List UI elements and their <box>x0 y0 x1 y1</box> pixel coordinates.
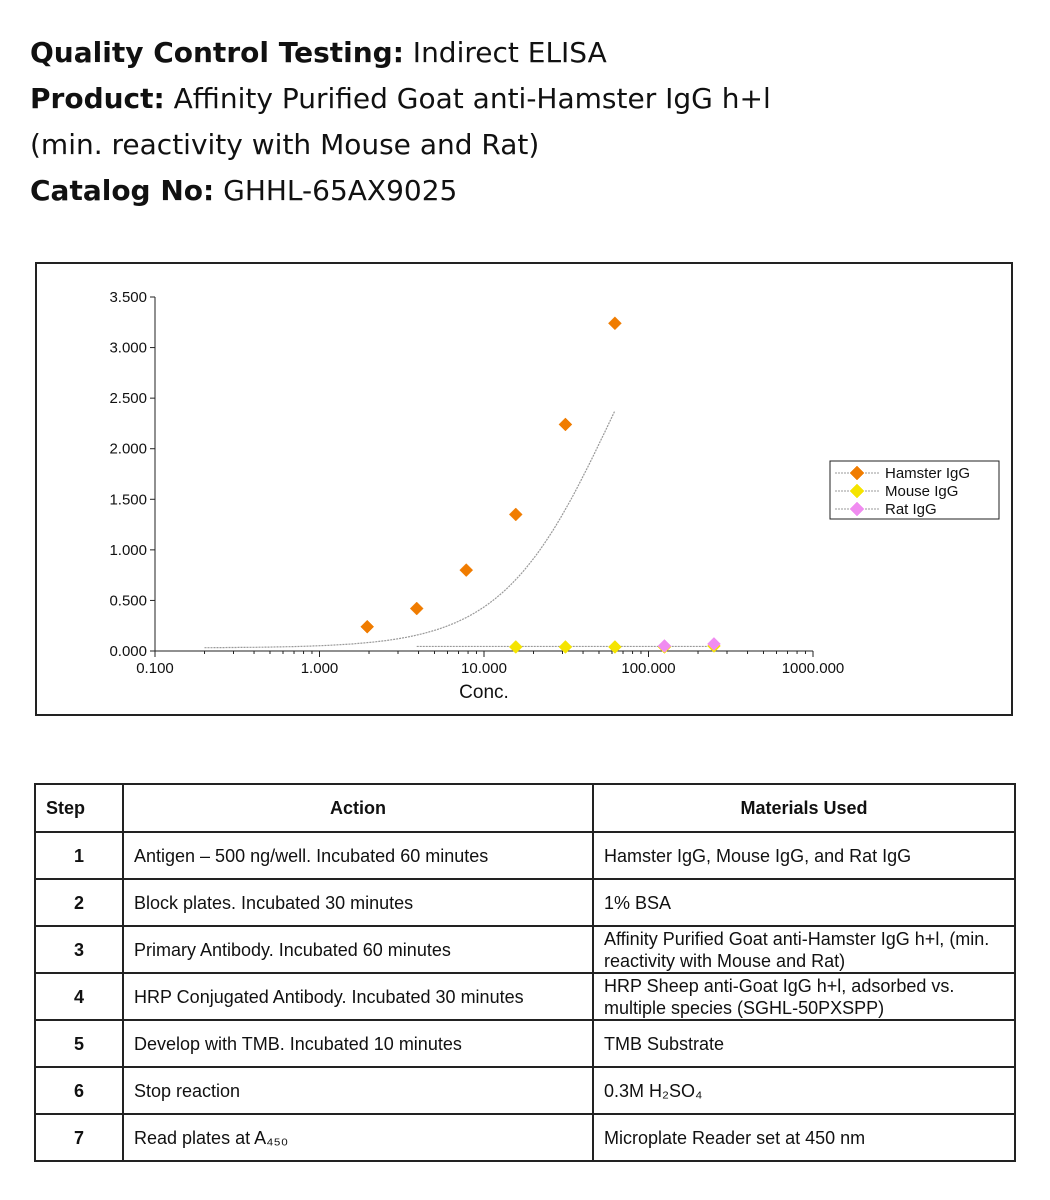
y-tick-label: 1.500 <box>109 491 147 509</box>
materials-cell: HRP Sheep anti-Goat IgG h+l, adsorbed vs. multiple species (SGHL-50PXSPP) <box>593 973 1015 1020</box>
x-tick-label: 1000.000 <box>781 660 845 677</box>
step-cell: 2 <box>35 879 123 926</box>
x-tick-label: 1.000 <box>300 660 339 677</box>
legend-label: Hamster IgG <box>885 465 971 482</box>
step-cell: 3 <box>35 926 123 973</box>
step-cell: 4 <box>35 973 123 1020</box>
hamster-igg-point <box>361 620 374 633</box>
materials-cell: TMB Substrate <box>593 1020 1015 1067</box>
table-row <box>35 879 1015 926</box>
catalog-line <box>30 168 771 214</box>
qc-testing-line <box>30 30 771 76</box>
materials-cell: Microplate Reader set at 450 nm <box>593 1114 1015 1161</box>
hamster-igg-point <box>559 418 572 431</box>
materials-cell: Affinity Purified Goat anti-Hamster IgG h+l, (min. reactivity with Mouse and Rat) <box>593 926 1015 973</box>
header-materials: Materials Used <box>593 784 1015 832</box>
materials-cell: 0.3M H₂SO₄ <box>593 1067 1015 1114</box>
y-tick-label: 2.500 <box>109 390 147 408</box>
hamster-igg-point <box>509 508 522 521</box>
product-note: (min. reactivity with Mouse and Rat) <box>30 128 540 161</box>
action-cell: Antigen – 500 ng/well. Incubated 60 minutes <box>123 832 593 879</box>
x-axis-title: Conc. <box>459 682 509 703</box>
elisa-chart <box>35 262 1013 716</box>
action-cell: Read plates at A₄₅₀ <box>123 1114 593 1161</box>
mouse-igg-point <box>608 640 621 653</box>
rat-igg-point <box>658 639 671 652</box>
action-cell: Block plates. Incubated 30 minutes <box>123 879 593 926</box>
product-value: Affinity Purified Goat anti-Hamster IgG h+l <box>164 82 771 115</box>
qc-testing-label: Quality Control Testing: <box>30 36 404 69</box>
hamster-igg-point <box>608 317 621 330</box>
step-cell: 6 <box>35 1067 123 1114</box>
mouse-igg-point <box>559 640 572 653</box>
table-row <box>35 832 1015 879</box>
hamster-igg-point <box>460 564 473 577</box>
table-header-row <box>35 784 1015 832</box>
table-row <box>35 1114 1015 1161</box>
catalog-label: Catalog No: <box>30 174 215 207</box>
table-body <box>35 832 1015 1161</box>
y-tick-label: 0.500 <box>109 592 147 610</box>
table-row <box>35 1067 1015 1114</box>
action-cell: Stop reaction <box>123 1067 593 1114</box>
materials-cell: Hamster IgG, Mouse IgG, and Rat IgG <box>593 832 1015 879</box>
y-tick-label: 1.000 <box>109 541 147 559</box>
table-row <box>35 973 1015 1020</box>
mouse-igg-point <box>509 640 522 653</box>
chart-svg <box>37 264 1011 714</box>
product-line <box>30 76 771 122</box>
hamster-igg-point <box>410 602 423 615</box>
page-header <box>30 30 771 214</box>
x-tick-label: 10.000 <box>461 660 507 677</box>
protocol-table <box>34 783 1016 1162</box>
product-note-line <box>30 122 771 168</box>
y-tick-label: 0.000 <box>109 643 147 660</box>
product-label: Product: <box>30 82 165 115</box>
action-cell: HRP Conjugated Antibody. Incubated 30 minutes <box>123 973 593 1020</box>
legend-label: Mouse IgG <box>885 483 959 500</box>
y-tick-label: 3.500 <box>109 289 147 306</box>
header-action: Action <box>123 784 593 832</box>
materials-cell: 1% BSA <box>593 879 1015 926</box>
step-cell: 7 <box>35 1114 123 1161</box>
qc-testing-value: Indirect ELISA <box>403 36 607 69</box>
x-tick-label: 0.100 <box>136 660 174 677</box>
header-step: Step <box>35 784 123 832</box>
legend-label: Rat IgG <box>885 501 937 518</box>
action-cell: Develop with TMB. Incubated 10 minutes <box>123 1020 593 1067</box>
table-row <box>35 1020 1015 1067</box>
y-tick-label: 2.000 <box>109 440 147 458</box>
hamster-trend-line <box>205 411 615 648</box>
y-tick-label: 3.000 <box>109 339 147 357</box>
rat-igg-point <box>707 637 720 650</box>
catalog-value: GHHL-65AX9025 <box>214 174 458 207</box>
action-cell: Primary Antibody. Incubated 60 minutes <box>123 926 593 973</box>
step-cell: 5 <box>35 1020 123 1067</box>
x-tick-label: 100.000 <box>621 660 676 677</box>
table-row <box>35 926 1015 973</box>
step-cell: 1 <box>35 832 123 879</box>
